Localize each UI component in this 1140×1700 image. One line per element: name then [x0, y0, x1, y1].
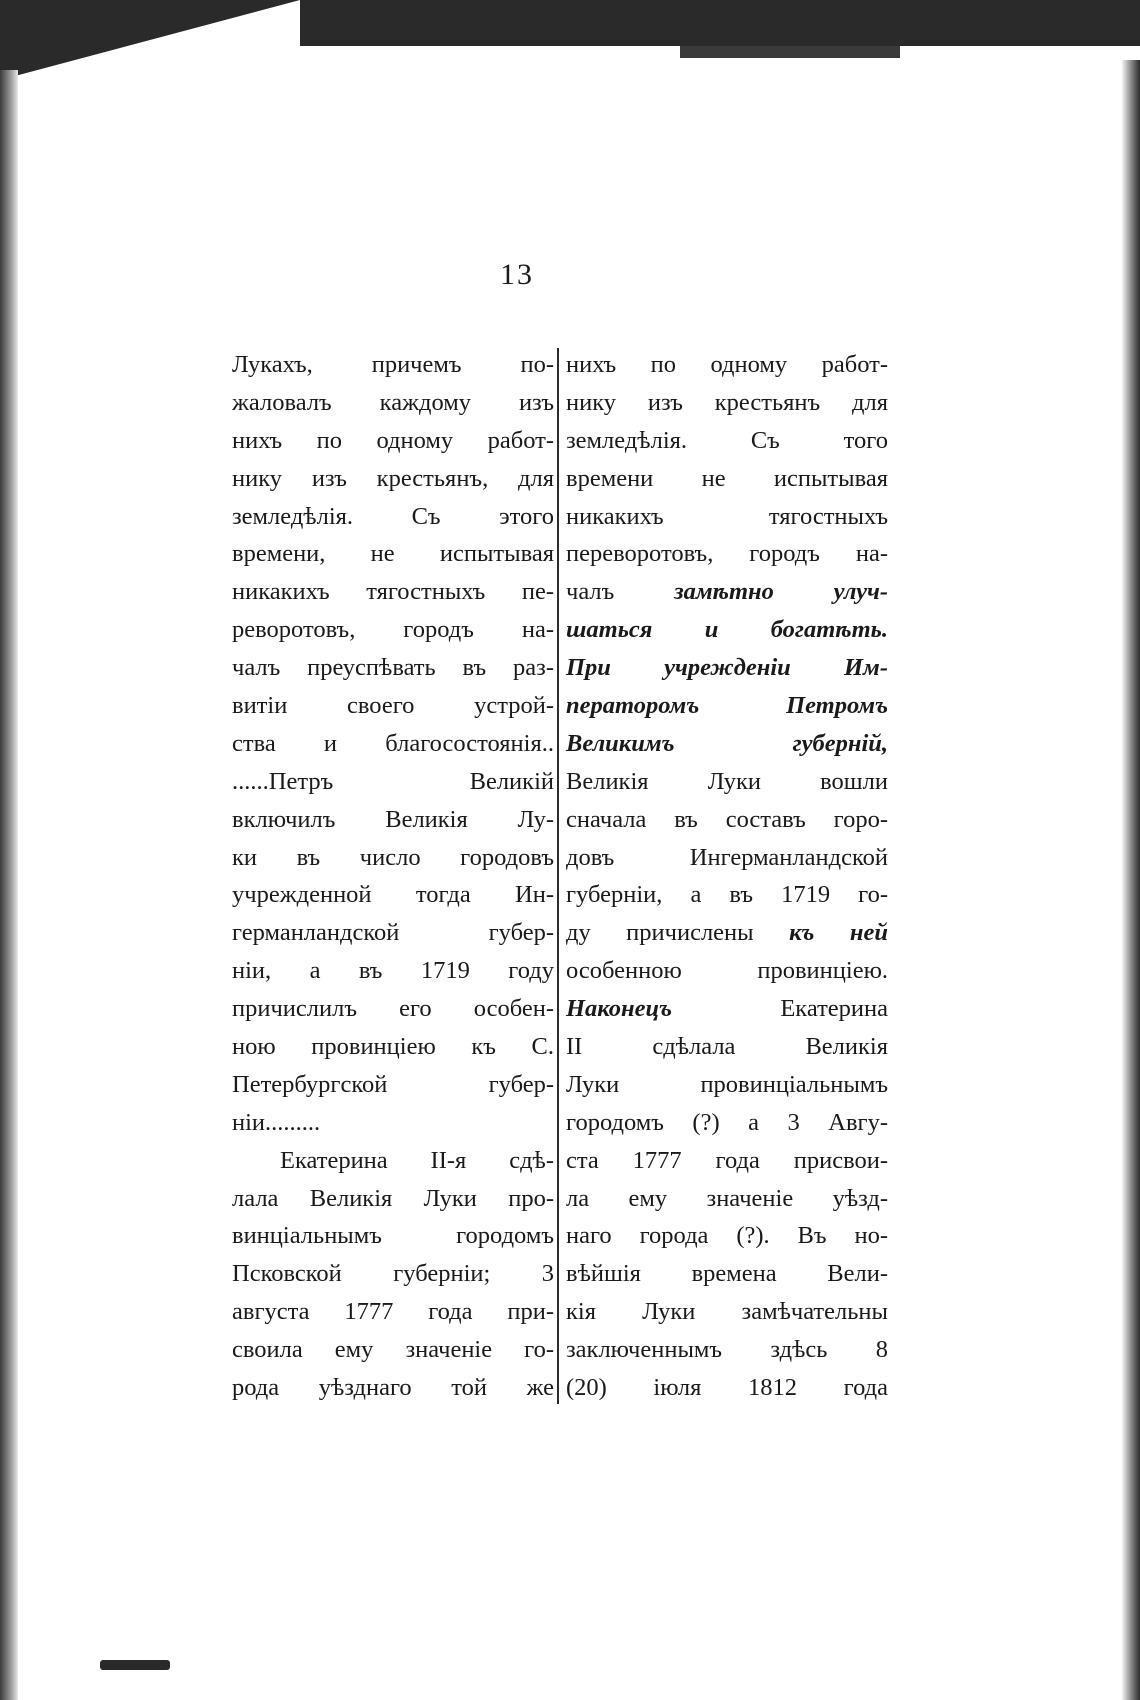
- text-line: довъ Ингерманландской: [566, 843, 888, 871]
- left-column: [232, 346, 554, 1407]
- text-line: включилъ Великія Лу-: [232, 805, 554, 833]
- italic-text: При учрежденіи Им-: [566, 654, 888, 682]
- text-line: [566, 649, 888, 687]
- text-line: [566, 990, 888, 1028]
- italic-text: къ ней: [789, 919, 889, 947]
- scan-shadow: [300, 0, 1140, 46]
- text-line: причислилъ его особен-: [232, 995, 554, 1023]
- scan-left-edge: [0, 70, 18, 1700]
- text-line: [566, 725, 888, 763]
- text-line: нихъ по одному работ-: [232, 426, 554, 454]
- text-line: ста 1777 года присвои-: [566, 1146, 888, 1174]
- text-line: Псковской губерніи; 3: [232, 1260, 554, 1288]
- text-span: Екатерина: [672, 995, 888, 1023]
- text-line: нихъ по одному работ-: [566, 351, 888, 378]
- italic-text: шаться и богатѣть.: [566, 616, 888, 644]
- text-line: реворотовъ, городъ на-: [232, 616, 554, 644]
- italic-text: Великимъ губерній,: [566, 729, 888, 757]
- scan-smudge: [100, 1660, 170, 1670]
- scan-shadow: [680, 46, 900, 58]
- right-column: [566, 346, 888, 1407]
- scan-bottom-edge: [100, 1660, 1000, 1668]
- text-line: [566, 914, 888, 952]
- scan-top-border: [0, 0, 1140, 80]
- text-line: времени не испытывая: [566, 464, 888, 492]
- text-line: винціальнымъ городомъ: [232, 1222, 554, 1250]
- italic-text: замѣтно улуч-: [674, 578, 889, 606]
- text-line: земледѣлія. Съ того: [566, 426, 888, 454]
- text-line: нику изъ крестьянъ, для: [232, 464, 554, 492]
- text-line: Великія Луки вошли: [566, 767, 888, 795]
- text-line: земледѣлія. Съ этого: [232, 502, 554, 530]
- text-line: лала Великія Луки про-: [232, 1184, 554, 1212]
- text-line: Лукахъ, причемъ по-: [232, 351, 554, 378]
- text-line: переворотовъ, городъ на-: [566, 540, 888, 568]
- text-line: кія Луки замѣчательны: [566, 1298, 888, 1326]
- text-line: учрежденной тогда Ин-: [232, 881, 554, 909]
- text-line: германландской губер-: [232, 919, 554, 947]
- text-line: II сдѣлала Великія: [566, 1033, 888, 1061]
- text-line: жаловалъ каждому изъ: [232, 388, 554, 416]
- text-line: [566, 611, 888, 649]
- text-line: (20) іюля 1812 года: [566, 1374, 888, 1402]
- text-line: августа 1777 года при-: [232, 1298, 554, 1326]
- text-line: рода уѣзднаго той же: [232, 1374, 554, 1402]
- text-line: никакихъ тягостныхъ пе-: [232, 578, 554, 606]
- text-line: вѣйшія времена Вели-: [566, 1260, 888, 1288]
- text-line: Петербургской губер-: [232, 1070, 554, 1098]
- text-span: чалъ: [566, 578, 675, 606]
- text-line: наго города (?). Въ но-: [566, 1222, 888, 1250]
- text-line: ла ему значеніе уѣзд-: [566, 1184, 888, 1212]
- scan-right-edge: [1122, 60, 1140, 1700]
- text-line: ки въ число городовъ: [232, 843, 554, 871]
- text-line: сначала въ составъ горо-: [566, 805, 888, 833]
- text-line: нику изъ крестьянъ для: [566, 388, 888, 416]
- text-line: ніи.........: [232, 1108, 321, 1136]
- text-line: Луки провинціальнымъ: [566, 1070, 888, 1098]
- text-line: своила ему значеніе го-: [232, 1336, 554, 1364]
- text-span: ду причислены: [566, 919, 790, 947]
- text-line: губерніи, а въ 1719 го-: [566, 881, 888, 909]
- text-line: никакихъ тягостныхъ: [566, 502, 888, 530]
- scan-shadow: [0, 0, 300, 80]
- text-line: заключеннымъ здѣсь 8: [566, 1336, 888, 1364]
- text-line: ніи, а въ 1719 году: [232, 957, 554, 985]
- text-line: [566, 573, 888, 611]
- text-line: ......Петръ Великій: [232, 767, 554, 795]
- text-line: витіи своего устрой-: [232, 692, 554, 720]
- text-line: Екатерина II-я сдѣ-: [280, 1146, 554, 1174]
- italic-text: Наконецъ: [566, 995, 673, 1023]
- text-line: городомъ (?) а 3 Авгу-: [566, 1108, 888, 1136]
- text-line: времени, не испытывая: [232, 540, 554, 568]
- text-line: [566, 687, 888, 725]
- page-number: 13: [500, 258, 534, 291]
- italic-text: ператоромъ Петромъ: [566, 692, 888, 720]
- text-line: ства и благосостоянія..: [232, 729, 554, 757]
- column-divider: [557, 348, 559, 1404]
- text-line: ною провинціею къ С.: [232, 1033, 554, 1061]
- text-line: чалъ преуспѣвать въ раз-: [232, 654, 554, 682]
- text-line: особенною провинціею.: [566, 957, 888, 985]
